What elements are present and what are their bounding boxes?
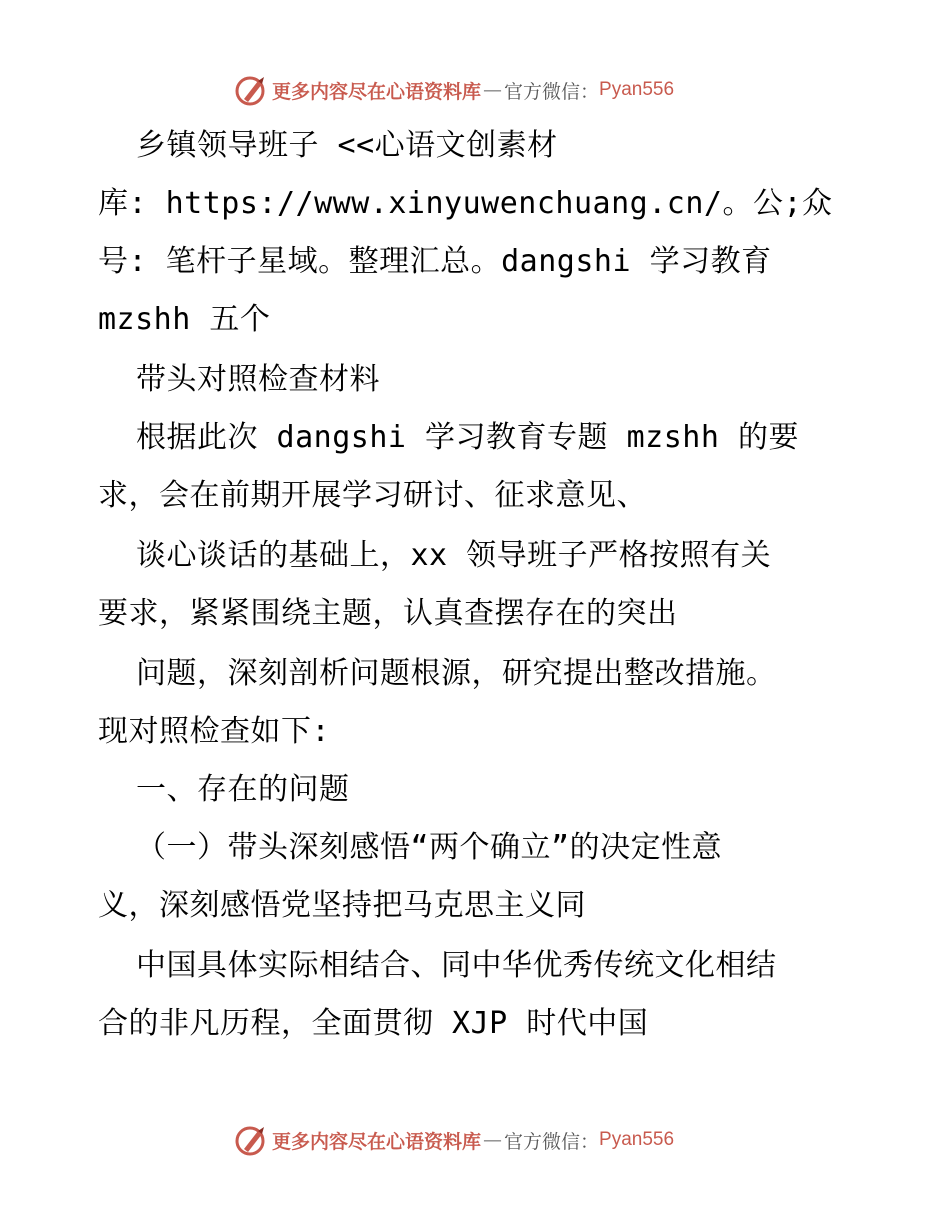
doc-line-heading: 带头对照检查材料 [136, 362, 380, 397]
doc-line: mzshh 五个 [98, 302, 271, 337]
banner-official-label: 官方微信： [504, 80, 600, 103]
doc-line: 号: 笔杆子星域。整理汇总。dangshi 学习教育 [98, 244, 772, 279]
doc-line-section: 一、存在的问题 [136, 772, 350, 807]
banner-slogan: 更多内容尽在心语资料库 [272, 80, 482, 103]
banner-official-label: 官方微信： [504, 1130, 600, 1153]
banner-slogan: 更多内容尽在心语资料库 [272, 1130, 482, 1153]
doc-line: （一）带头深刻感悟“两个确立”的决定性意 [136, 830, 723, 865]
banner-wechat-id: Pyan556 [599, 1129, 675, 1150]
doc-line: 求，会在前期开展学习研讨、征求意见、 [98, 478, 647, 513]
pen-logo-icon [234, 73, 268, 107]
doc-line: 中国具体实际相结合、同中华优秀传统文化相结 [136, 948, 777, 983]
doc-line: 问题，深刻剖析问题根源，研究提出整改措施。 [136, 656, 777, 691]
banner-separator: — [483, 79, 503, 101]
header-banner [234, 72, 714, 108]
footer-banner [234, 1122, 714, 1158]
doc-line: 义，深刻感悟党坚持把马克思主义同 [98, 888, 586, 923]
doc-line: 根据此次 dangshi 学习教育专题 mzshh 的要 [136, 420, 799, 455]
banner-wechat-id: Pyan556 [599, 79, 675, 100]
pen-logo-icon [234, 1123, 268, 1157]
banner-separator: — [483, 1129, 503, 1151]
doc-line: 乡镇领导班子 <<心语文创素材 [136, 128, 558, 163]
doc-line: 库: https://www.xinyuwenchuang.cn/。公;众 [98, 186, 833, 221]
doc-line: 要求，紧紧围绕主题，认真查摆存在的突出 [98, 596, 678, 631]
doc-line: 现对照检查如下: [98, 714, 331, 749]
doc-line: 合的非凡历程，全面贯彻 XJP 时代中国 [98, 1006, 649, 1041]
doc-line: 谈心谈话的基础上，xx 领导班子严格按照有关 [136, 538, 772, 573]
